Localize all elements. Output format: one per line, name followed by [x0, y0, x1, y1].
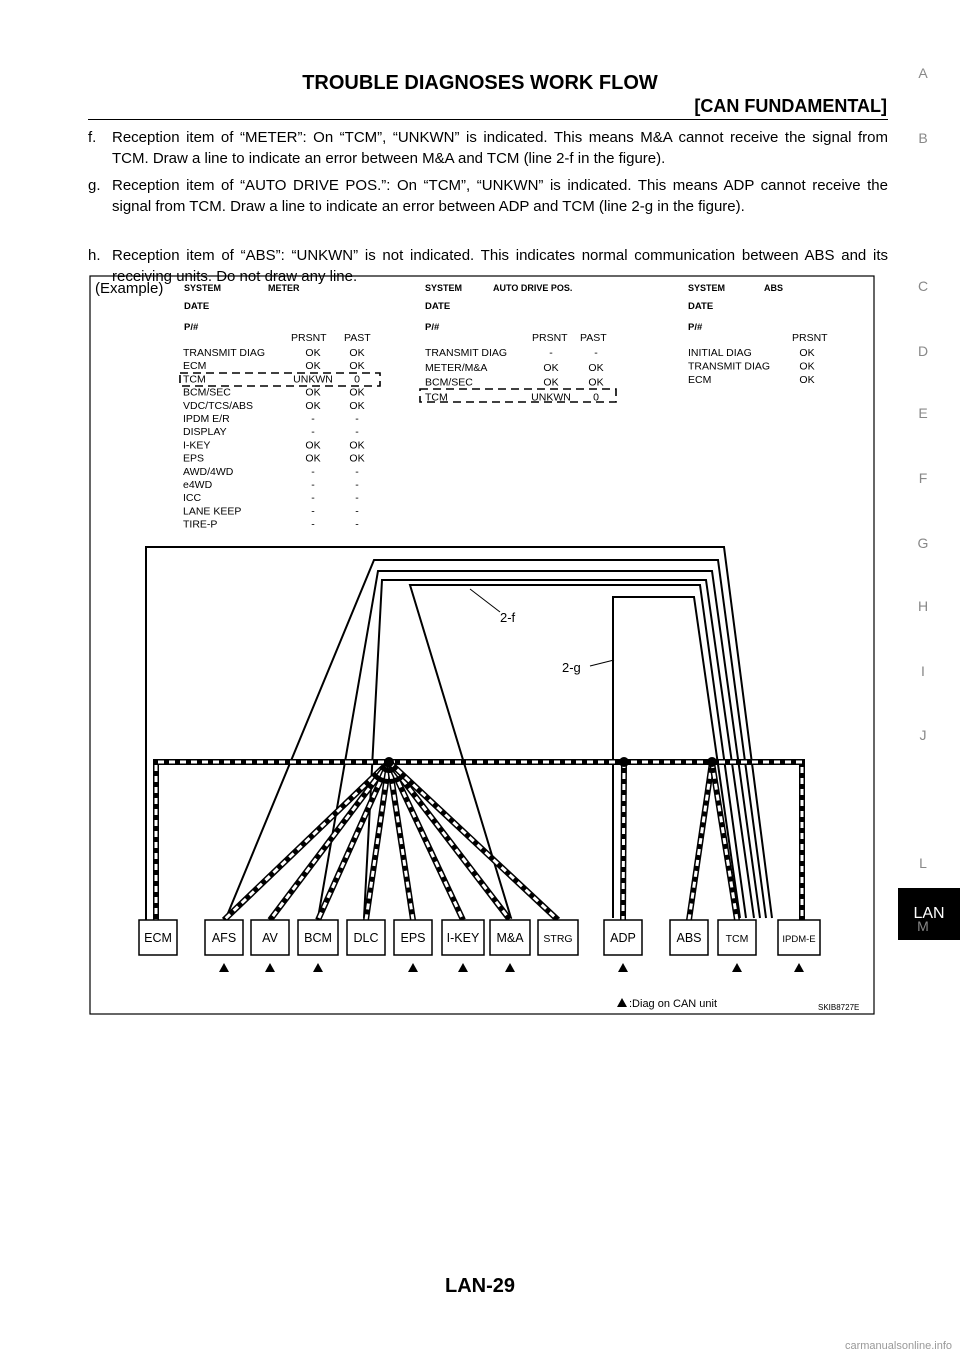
row-value: OK	[799, 360, 815, 373]
row-label: VDC/TCS/ABS	[183, 399, 254, 412]
side-tab-b[interactable]: B	[918, 130, 928, 146]
row-label: TIRE-P	[183, 518, 218, 531]
row-label: LANE KEEP	[183, 505, 242, 518]
row-value: OK	[305, 386, 321, 399]
row-value: -	[311, 465, 315, 478]
paragraph-marker: h.	[88, 247, 101, 264]
side-tab-g[interactable]: G	[917, 535, 929, 551]
tcm-error-box	[420, 389, 616, 402]
system-label: SYSTEM	[425, 283, 463, 293]
col-header: PRSNT	[792, 332, 828, 344]
row-label: BCM/SEC	[183, 386, 231, 399]
tcm-error-box	[180, 373, 380, 386]
side-tab-lan[interactable]: LAN	[898, 888, 960, 940]
row-label: METER/M&A	[425, 361, 488, 374]
unit-label: BCM	[304, 931, 332, 945]
paragraph-text: Reception item of “AUTO DRIVE POS.”: On “TCM”, “UNKWN” is indicated. This means ADP cannot receive the signal from TCM. Draw a line to indicate an error between ADP and TCM (line 2-g in the figure).	[112, 177, 888, 215]
row-value: OK	[305, 452, 321, 465]
row-value: -	[594, 347, 598, 359]
side-tab-m[interactable]: M	[917, 918, 929, 934]
row-value: -	[355, 518, 359, 531]
col-header: PRSNT	[532, 332, 568, 344]
row-value: OK	[349, 386, 365, 399]
row-value: OK	[305, 347, 321, 359]
can-branch-dash	[712, 762, 737, 920]
junction-point	[707, 757, 717, 767]
row-label: IPDM E/R	[183, 413, 230, 425]
row-value: OK	[349, 360, 365, 373]
row-label: TRANSMIT DIAG	[425, 347, 508, 359]
row-value: OK	[349, 399, 365, 412]
unit-label: AV	[262, 931, 278, 945]
side-tab-e[interactable]: E	[918, 405, 928, 421]
row-value: -	[355, 413, 359, 425]
paragraph-marker: g.	[88, 177, 101, 194]
side-tab-f[interactable]: F	[918, 470, 928, 486]
date-label: DATE	[425, 301, 451, 312]
row-value: -	[549, 347, 553, 359]
adp-panel	[420, 283, 616, 403]
pn-label: P/#	[184, 322, 199, 333]
row-value: OK	[799, 347, 815, 359]
row-label: ECM	[688, 374, 712, 386]
diag-marker-icon	[219, 963, 229, 972]
can-branch-dash	[623, 762, 624, 920]
system-label: SYSTEM	[184, 283, 222, 293]
row-label: TCM	[183, 373, 206, 386]
row-value: OK	[543, 361, 559, 374]
diag-marker-icon	[313, 963, 323, 972]
diag-marker-icon	[265, 963, 275, 972]
row-label: INITIAL DIAG	[688, 347, 752, 359]
row-label: I-KEY	[183, 439, 211, 452]
side-tab-h[interactable]: H	[917, 598, 929, 614]
legend-text: :Diag on CAN unit	[629, 998, 718, 1010]
row-value: OK	[349, 439, 365, 452]
row-label: TRANSMIT DIAG	[688, 360, 771, 373]
row-value: OK	[305, 399, 321, 412]
row-value: 0	[354, 373, 360, 386]
row-label: TRANSMIT DIAG	[183, 347, 266, 359]
row-value: -	[355, 505, 359, 518]
system-label: SYSTEM	[688, 283, 726, 293]
row-value: -	[311, 426, 315, 439]
line-label-2f: 2-f	[500, 610, 516, 625]
unit-label: DLC	[353, 931, 379, 945]
row-value: -	[311, 518, 315, 531]
unit-label: IPDM-E	[782, 934, 816, 945]
line-label-2g: 2-g	[562, 660, 581, 675]
row-label: AWD/4WD	[183, 465, 234, 478]
row-label: ECM	[183, 360, 207, 373]
can-branch-dash	[689, 762, 712, 920]
diag-marker-icon	[618, 963, 628, 972]
example-label: (Example)	[95, 280, 164, 297]
row-label: ICC	[183, 492, 202, 505]
paragraph-text: Reception item of “METER”: On “TCM”, “UNKWN” is indicated. This means M&A cannot receive the signal from TCM. Draw a line to indicate an error between M&A and TCM (line 2-f in the figure).	[112, 129, 888, 167]
row-value: -	[311, 479, 315, 491]
row-value: OK	[349, 452, 365, 465]
row-value: UNKWN	[531, 391, 571, 404]
row-label: EPS	[183, 452, 205, 465]
unit-label: TCM	[725, 933, 749, 945]
label-leader-2f	[470, 589, 500, 612]
side-tab-c[interactable]: C	[917, 278, 929, 294]
unit-label: EPS	[400, 931, 426, 945]
row-value: 0	[593, 391, 599, 404]
unit-label: ADP	[610, 931, 636, 945]
system-name: AUTO DRIVE POS.	[493, 283, 573, 293]
row-label: BCM/SEC	[425, 376, 473, 389]
diag-marker-icon	[505, 963, 515, 972]
side-tab-j[interactable]: J	[919, 727, 927, 743]
row-value: UNKWN	[293, 373, 333, 386]
row-value: OK	[305, 439, 321, 452]
pn-label: P/#	[688, 322, 703, 333]
row-value: -	[355, 492, 359, 505]
row-value: -	[355, 465, 359, 478]
date-label: DATE	[688, 301, 714, 312]
meter-panel	[180, 283, 380, 531]
col-header: PAST	[344, 332, 371, 344]
row-value: -	[355, 479, 359, 491]
paragraph-marker: f.	[88, 129, 97, 146]
col-header: PRSNT	[291, 332, 327, 344]
diag-marker-icon	[408, 963, 418, 972]
diag-marker-icon	[732, 963, 742, 972]
side-tab-l[interactable]: L	[919, 855, 927, 871]
unit-label: M&A	[496, 931, 524, 945]
col-header: PAST	[580, 332, 607, 344]
unit-label: STRG	[543, 933, 573, 945]
row-value: -	[311, 505, 315, 518]
row-value: OK	[305, 360, 321, 373]
row-value: -	[311, 413, 315, 425]
side-tab-d[interactable]: D	[917, 343, 929, 359]
row-value: -	[311, 492, 315, 505]
unit-label: ECM	[144, 931, 172, 945]
row-value: OK	[799, 374, 815, 386]
label-leader-2g	[590, 660, 614, 666]
date-label: DATE	[184, 301, 210, 312]
junction-point	[619, 757, 629, 767]
diag-marker-icon	[794, 963, 804, 972]
signal-lines	[146, 547, 772, 925]
section-subtitle: [CAN FUNDAMENTAL]	[694, 96, 887, 116]
watermark: carmanualsonline.info	[844, 1340, 952, 1352]
row-value: OK	[588, 376, 604, 389]
paragraph-text: Reception item of “ABS”: “UNKWN” is not indicated. This indicates normal communication between ABS and its receiving units. Do not draw any line.	[112, 247, 888, 285]
junction-point	[384, 757, 394, 767]
diag-legend-icon	[617, 998, 627, 1007]
row-label: e4WD	[183, 479, 213, 491]
diag-marker-icon	[458, 963, 468, 972]
row-label: TCM	[425, 391, 448, 404]
row-value: OK	[588, 361, 604, 374]
figure-id: SKIB8727E	[818, 1003, 860, 1012]
pn-label: P/#	[425, 322, 440, 333]
row-value: -	[355, 426, 359, 439]
page-number: LAN-29	[444, 1275, 515, 1297]
can-bus	[156, 757, 802, 925]
unit-label: I-KEY	[446, 931, 480, 945]
row-label: DISPLAY	[183, 426, 227, 439]
unit-label: ABS	[676, 931, 702, 945]
system-name: ABS	[764, 283, 784, 293]
abs-panel	[688, 283, 828, 386]
page-title: TROUBLE DIAGNOSES WORK FLOW	[302, 72, 658, 94]
unit-label: AFS	[211, 931, 237, 945]
system-name: METER	[268, 283, 300, 293]
row-value: OK	[543, 376, 559, 389]
row-value: OK	[349, 347, 365, 359]
side-tab-a[interactable]: A	[918, 65, 928, 81]
side-tab-i[interactable]: I	[921, 663, 925, 679]
